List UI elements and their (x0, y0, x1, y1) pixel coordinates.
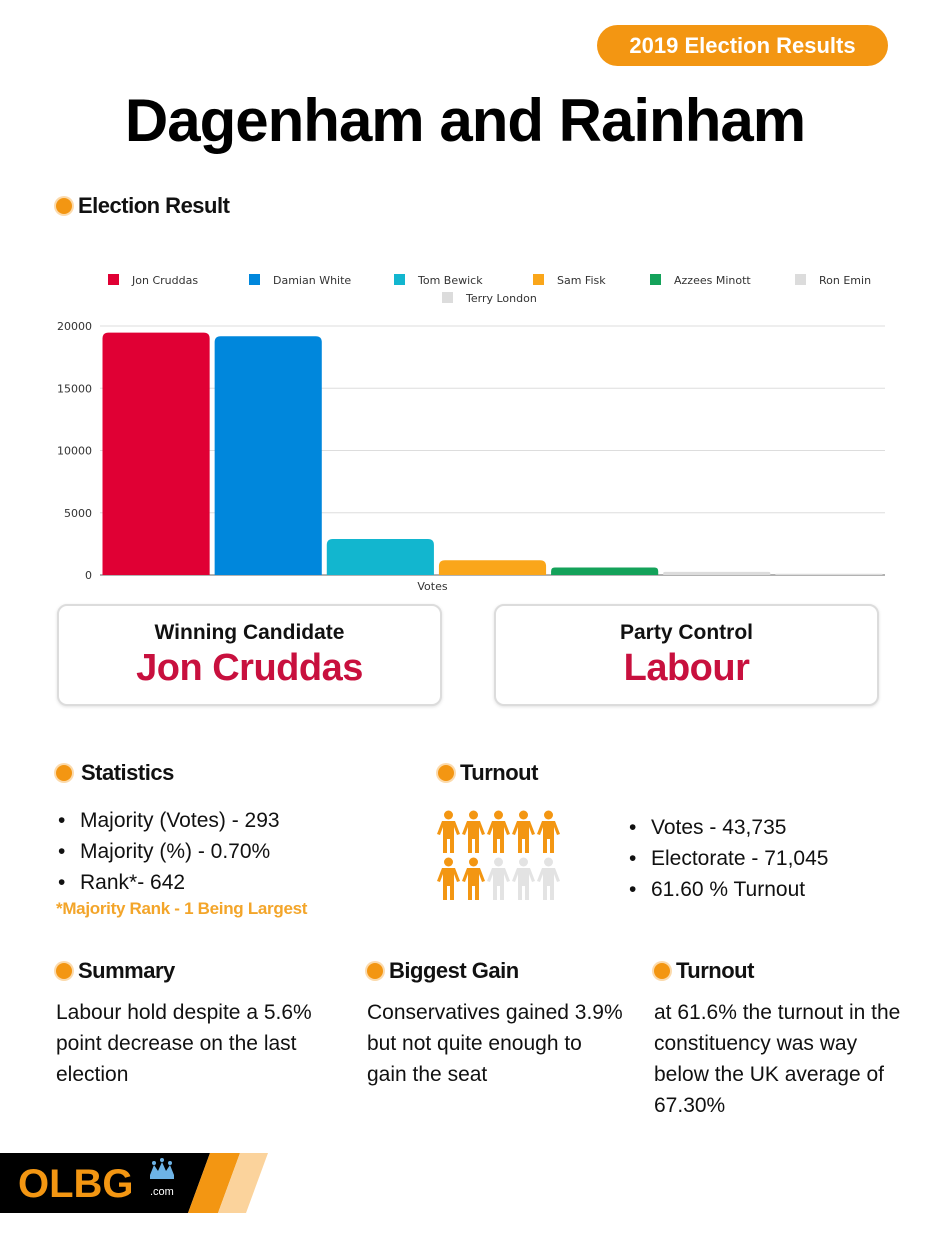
person-icon (486, 857, 511, 901)
sun-bullet-icon (56, 198, 72, 214)
olbg-logo[interactable] (0, 1153, 270, 1213)
votes-bar-chart (40, 260, 900, 600)
person-icon (511, 810, 536, 854)
turnout-comparison-text: at 61.6% the turnout in the constituency was way below the UK average of 67.30% (654, 1001, 901, 1117)
person-icon (536, 810, 561, 854)
crown-icon (150, 1158, 174, 1179)
turnout-pictogram (436, 810, 566, 901)
person-icon (461, 810, 486, 854)
section-turnout-comparison (654, 958, 754, 984)
sun-bullet-icon (56, 765, 72, 781)
stat-majority-votes: • Majority (Votes) - 293 (56, 805, 280, 836)
page-title: Dagenham and Rainham (124, 87, 806, 154)
summary-text: Labour hold despite a 5.6% point decrease on the last election (56, 1001, 312, 1086)
person-icon (436, 810, 461, 854)
person-icon (461, 857, 486, 901)
legend-label: Ron Emin (819, 274, 872, 287)
election-year-badge: 2019 Election Results (597, 25, 888, 66)
legend-swatch (650, 274, 661, 285)
section-election-result (56, 193, 229, 219)
bar-ron-emin (663, 572, 770, 575)
legend-label: Terry London (466, 292, 537, 305)
legend-label: Jon Cruddas (132, 274, 199, 287)
legend-label: Tom Bewick (418, 274, 483, 287)
bar-terry-london (775, 574, 882, 575)
x-axis-label: Votes (417, 580, 448, 593)
sun-bullet-icon (367, 963, 383, 979)
person-icon (486, 810, 511, 854)
winning-candidate-value: Jon Cruddas (136, 647, 363, 689)
winning-candidate-label: Winning Candidate (154, 621, 345, 644)
party-control-card (494, 604, 879, 706)
legend-swatch (108, 274, 119, 285)
section-title: Turnout (676, 958, 754, 983)
logo-text: OLBG (18, 1162, 134, 1206)
y-tick-label: 10000 (57, 444, 92, 458)
rank-footnote: *Majority Rank - 1 Being Largest (56, 899, 308, 918)
section-title: Biggest Gain (389, 958, 519, 983)
legend-swatch (533, 274, 544, 285)
party-control-label: Party Control (619, 621, 753, 644)
section-title: Summary (78, 958, 175, 983)
person-icon (536, 857, 561, 901)
legend-swatch (795, 274, 806, 285)
bar-sam-fisk (439, 560, 546, 575)
biggest-gain-text: Conservatives gained 3.9% but not quite enough to gain the seat (367, 1001, 623, 1086)
y-tick-label: 20000 (57, 320, 92, 333)
legend-swatch (442, 292, 453, 303)
legend-label: Sam Fisk (557, 274, 606, 287)
sun-bullet-icon (56, 963, 72, 979)
bar-azzees-minott (551, 568, 658, 575)
section-biggest-gain (367, 958, 519, 984)
section-turnout (438, 760, 538, 786)
turnout-votes: • Votes - 43,735 (627, 812, 828, 843)
person-icon (436, 857, 461, 901)
statistics-list (56, 805, 280, 898)
logo-suffix: .com (150, 1186, 174, 1198)
legend-label: Azzees Minott (674, 274, 751, 287)
y-tick-label: 0 (85, 569, 92, 582)
section-statistics (56, 760, 174, 786)
turnout-electorate: • Electorate - 71,045 (627, 843, 828, 874)
bar-tom-bewick (327, 539, 434, 575)
bar-damian-white (215, 336, 322, 575)
stat-majority-percent: • Majority (%) - 0.70% (56, 836, 280, 867)
section-title: Turnout (460, 760, 538, 785)
sun-bullet-icon (438, 765, 454, 781)
winning-candidate-card (57, 604, 442, 706)
y-tick-label: 15000 (57, 382, 92, 396)
bar-jon-cruddas (103, 333, 210, 575)
sun-bullet-icon (654, 963, 670, 979)
legend-label: Damian White (273, 274, 352, 287)
turnout-list (627, 812, 828, 905)
section-title: Statistics (81, 760, 174, 785)
section-title: Election Result (78, 193, 230, 218)
party-control-value: Labour (623, 647, 750, 689)
turnout-percent: • 61.60 % Turnout (627, 874, 828, 905)
person-icon (511, 857, 536, 901)
stat-rank: • Rank*- 642 (56, 867, 280, 898)
section-summary (56, 958, 175, 984)
y-tick-label: 5000 (64, 506, 92, 520)
legend-swatch (249, 274, 260, 285)
legend-swatch (394, 274, 405, 285)
